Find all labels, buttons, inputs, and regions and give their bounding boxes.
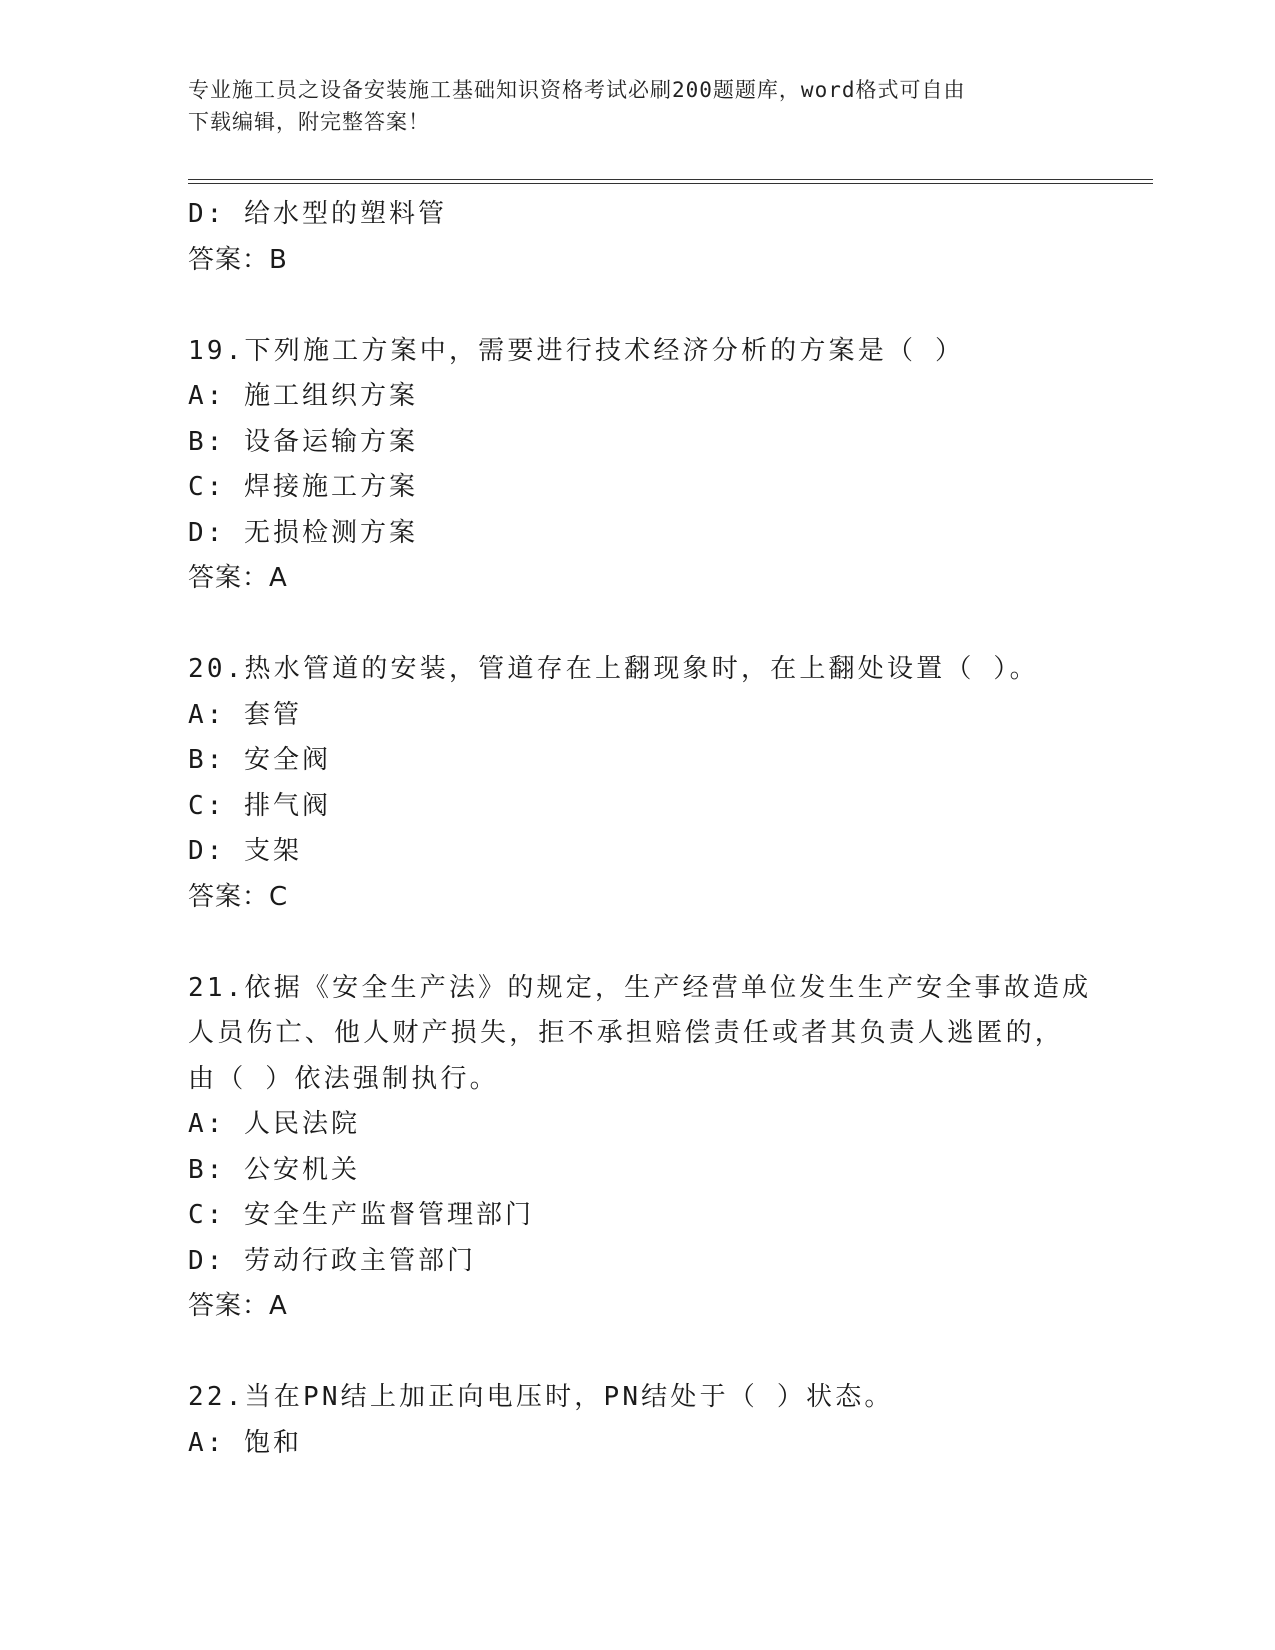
option-a: A: 套管 [188, 699, 302, 730]
option-a: A: 施工组织方案 [188, 381, 418, 411]
spacer [188, 602, 1088, 648]
option-c: C: 安全生产监督管理部门 [188, 1200, 534, 1230]
question-22 [188, 1375, 1088, 1466]
answer-line: 答案：A [188, 1291, 288, 1321]
answer-line: 答案：A [188, 563, 288, 593]
option-b: B: 安全阀 [188, 745, 331, 775]
header-divider-bottom [188, 183, 1153, 184]
option-c: C: 焊接施工方案 [188, 472, 418, 502]
answer-line: 答案：B [188, 244, 288, 275]
option-d: D: 劳动行政主管部门 [188, 1245, 476, 1276]
question-19 [188, 329, 1088, 602]
option-c: C: 排气阀 [188, 790, 331, 821]
question-20 [188, 647, 1088, 920]
option-d: D: 无损检测方案 [188, 517, 418, 548]
header-divider-top [188, 179, 1153, 180]
header-line-2: 下载编辑，附完整答案！ [188, 110, 430, 134]
spacer [188, 283, 1088, 329]
answer-line: 答案：C [188, 881, 289, 912]
header-line-1: 专业施工员之设备安装施工基础知识资格考试必刷200题题库，word格式可自由 [188, 78, 966, 102]
question-stem: 20.热水管道的安装，管道存在上翻现象时，在上翻处设置（ ）。 [188, 654, 1039, 684]
question-stem: 19.下列施工方案中，需要进行技术经济分析的方案是（ ） [188, 335, 965, 366]
option-d: D: 支架 [188, 836, 302, 866]
question-stem: 22.当在PN结上加正向电压时，PN结处于（ ）状态。 [188, 1382, 894, 1412]
spacer [188, 1330, 1088, 1376]
option-b: B: 公安机关 [188, 1154, 360, 1185]
option-d: D: 给水型的塑料管 [188, 199, 447, 229]
question-21 [188, 966, 1092, 1330]
question-list [188, 192, 1092, 1466]
option-a: A: 饱和 [188, 1427, 302, 1458]
question-stem-line-3: 由（ ）依法强制执行。 [188, 1063, 499, 1094]
question-stem-line-1: 21.依据《安全生产法》的规定，生产经营单位发生生产安全事故造成 [188, 972, 1092, 1003]
option-a: A: 人民法院 [188, 1109, 360, 1139]
question-stem-line-2: 人员伤亡、他人财产损失，拒不承担赔偿责任或者其负责人逃匿的， [188, 1018, 1065, 1048]
spacer [188, 920, 1088, 966]
option-b: B: 设备运输方案 [188, 426, 418, 457]
document-header [188, 74, 1068, 138]
